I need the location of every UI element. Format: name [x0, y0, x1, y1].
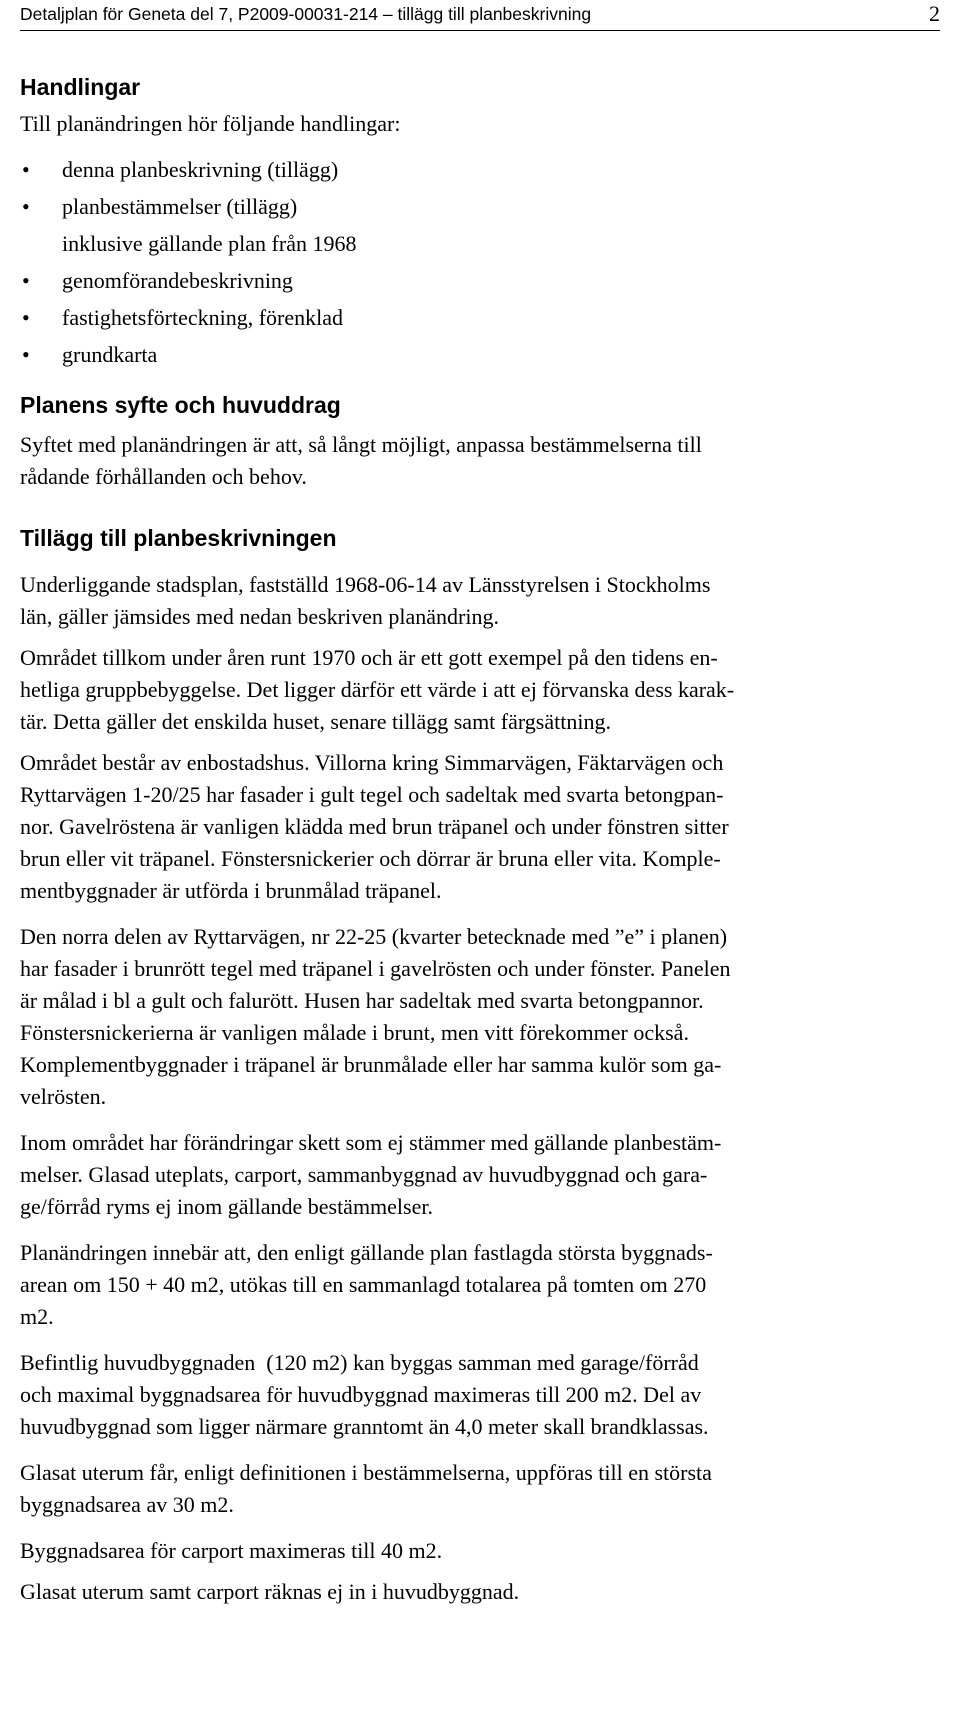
- paragraph-line: och maximal byggnadsarea för huvudbyggnad maximeras till 200 m2. Del av: [20, 1382, 702, 1407]
- paragraph: [20, 569, 940, 633]
- paragraph-line: län, gäller jämsides med nedan beskriven planändring.: [20, 604, 499, 629]
- paragraph-line: m2.: [20, 1304, 54, 1329]
- paragraph-line: velrösten.: [20, 1084, 107, 1109]
- paragraph-line: melser. Glasad uteplats, carport, sammanbyggnad av huvudbyggnad och gara-: [20, 1162, 708, 1187]
- paragraph-line: Fönstersnickerierna är vanligen målade i brunt, men vitt förekommer också.: [20, 1020, 689, 1045]
- heading-handlingar: Handlingar: [20, 74, 141, 100]
- paragraph: [20, 1347, 940, 1443]
- paragraph-line: Befintlig huvudbyggnaden (120 m2) kan byggas samman med garage/förråd: [20, 1350, 699, 1375]
- paragraph: [20, 1127, 940, 1223]
- list-item: • denna planbeskrivning (tillägg): [20, 154, 940, 191]
- document-title: Detaljplan för Geneta del 7, P2009-00031-214 – tillägg till planbeskrivning: [20, 4, 592, 24]
- handlingar-list: [20, 154, 940, 376]
- paragraph: [20, 642, 940, 738]
- paragraph-line: tär. Detta gäller det enskilda huset, senare tillägg samt färgsättning.: [20, 709, 611, 734]
- paragraph-line: mentbyggnader är utförda i brunmålad träpanel.: [20, 878, 442, 903]
- paragraph-line: ge/förråd ryms ej inom gällande bestämmelser.: [20, 1194, 433, 1219]
- paragraph-line: arean om 150 + 40 m2, utökas till en sammanlagd totalarea på tomten om 270: [20, 1272, 707, 1297]
- list-item: • genomförandebeskrivning: [20, 265, 940, 302]
- paragraph: [20, 921, 940, 1113]
- paragraph-line: Området tillkom under åren runt 1970 och är ett gott exempel på den tidens en-: [20, 645, 718, 670]
- syfte-line: rådande förhållanden och behov.: [20, 464, 307, 489]
- paragraph-line: byggnadsarea av 30 m2.: [20, 1492, 234, 1517]
- paragraph: [20, 1457, 940, 1521]
- page-number: 2: [929, 1, 940, 26]
- paragraph-line: Inom området har förändringar skett som ej stämmer med gällande planbestäm-: [20, 1130, 722, 1155]
- paragraph-line: har fasader i brunrött tegel med träpanel i gavelrösten och under fönster. Panelen: [20, 956, 731, 981]
- paragraph-line: är målad i bl a gult och falurött. Husen har sadeltak med svarta betongpannor.: [20, 988, 704, 1013]
- paragraph-line: Komplementbyggnader i träpanel är brunmålade eller har samma kulör som ga-: [20, 1052, 722, 1077]
- paragraph-line: Underliggande stadsplan, fastställd 1968-06-14 av Länsstyrelsen i Stockholms: [20, 572, 711, 597]
- paragraph: [20, 1535, 940, 1567]
- list-item: inklusive gällande plan från 1968: [62, 231, 357, 256]
- paragraph-line: nor. Gavelröstena är vanligen klädda med brun träpanel och under fönstren sitter: [20, 814, 729, 839]
- paragraph-line: hetliga gruppbebyggelse. Det ligger därför ett värde i att ej förvanska dess karak-: [20, 677, 735, 702]
- document-body: [20, 72, 940, 1608]
- heading-syfte: Planens syfte och huvuddrag: [20, 392, 341, 418]
- paragraph-line: Den norra delen av Ryttarvägen, nr 22-25 (kvarter betecknade med ”e” i planen): [20, 924, 728, 949]
- paragraph-line: Planändringen innebär att, den enligt gällande plan fastlagda största byggnads-: [20, 1240, 713, 1265]
- paragraph: [20, 747, 940, 907]
- paragraph-line: brun eller vit träpanel. Fönstersnickerier och dörrar är bruna eller vita. Komple-: [20, 846, 721, 871]
- list-item: • fastighetsförteckning, förenklad: [20, 302, 940, 339]
- paragraph-line: Ryttarvägen 1-20/25 har fasader i gult tegel och sadeltak med svarta betongpan-: [20, 782, 724, 807]
- heading-tillagg: Tillägg till planbeskrivningen: [20, 525, 337, 551]
- paragraph-line: Glasat uterum samt carport räknas ej in i huvudbyggnad.: [20, 1579, 520, 1604]
- list-item: • grundkarta: [20, 339, 940, 376]
- list-item: • planbestämmelser (tillägg): [20, 191, 940, 228]
- handlingar-intro: Till planändringen hör följande handlingar:: [20, 111, 401, 136]
- paragraph-line: Området består av enbostadshus. Villorna kring Simmarvägen, Fäktarvägen och: [20, 750, 724, 775]
- page-header: [20, 0, 940, 31]
- paragraph: [20, 1576, 940, 1608]
- paragraph-line: Glasat uterum får, enligt definitionen i bestämmelserna, uppföras till en största: [20, 1460, 712, 1485]
- paragraph: [20, 1237, 940, 1333]
- paragraph-line: huvudbyggnad som ligger närmare granntomt än 4,0 meter skall brandklassas.: [20, 1414, 709, 1439]
- paragraph-line: Byggnadsarea för carport maximeras till 40 m2.: [20, 1538, 443, 1563]
- syfte-line: Syftet med planändringen är att, så långt möjligt, anpassa bestämmelserna till: [20, 432, 702, 457]
